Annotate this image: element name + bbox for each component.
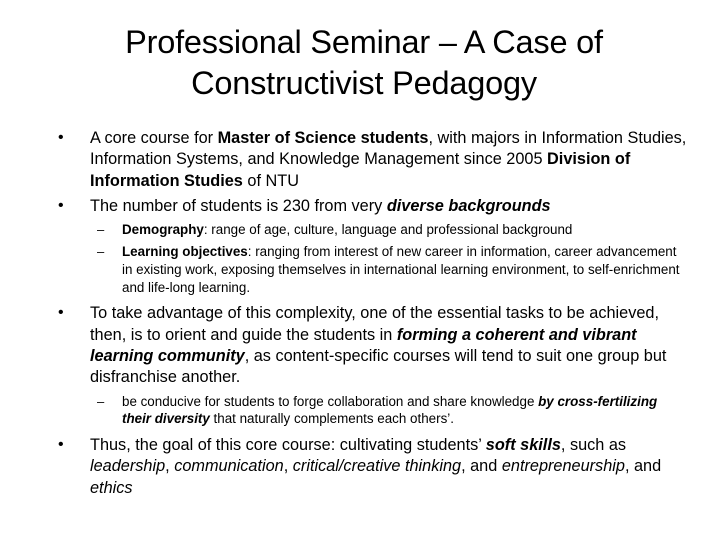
text-run: , and <box>624 457 662 476</box>
text-run-bold-italic: by cross-fertilizing their diversity <box>122 393 658 427</box>
text-run-bold-italic: forming a coherent and vibrant learning community <box>90 325 637 365</box>
text-run-italic: entrepreneurship <box>501 457 625 476</box>
sub-bullet-marker: – <box>97 243 105 259</box>
slide-title: Professional Seminar – A Case of Constructivist Pedagogy <box>125 24 603 101</box>
bullet-item <box>0 435 728 499</box>
bullet-marker: • <box>58 129 64 146</box>
bullet-item <box>0 196 728 217</box>
text-run-italic: communication <box>174 457 284 476</box>
sub-bullet-marker: – <box>97 222 105 238</box>
text-run-italic: critical/creative thinking <box>292 457 462 476</box>
text-run: , as content-specific courses will tend to suit one group but disfranchise another. <box>90 346 667 387</box>
text-run-bold-italic: diverse backgrounds <box>386 196 551 215</box>
text-run: : ranging from interest of new career in information, career advancement in existing work, exposing themselves in international learning environment, to self-enrichment and life-long learning. <box>122 243 680 295</box>
text-run: A core course for <box>90 129 218 147</box>
text-run-italic: leadership <box>90 457 166 476</box>
text-run: : range of age, culture, language and professional background <box>203 222 573 238</box>
bullet-item <box>0 303 728 388</box>
text-run: , <box>283 457 293 476</box>
bullet-list <box>0 128 728 499</box>
text-run-bold-italic: soft skills <box>485 436 561 455</box>
text-run: that naturally complements each others’. <box>209 411 454 427</box>
bullet-marker: • <box>58 304 64 322</box>
text-run-bold: Demography <box>122 222 204 238</box>
text-run: , and <box>461 457 502 476</box>
text-run: , <box>165 457 175 476</box>
bullet-marker: • <box>58 436 64 454</box>
text-run-bold: Master of Science students <box>217 129 429 147</box>
text-run-italic: ethics <box>90 478 133 497</box>
bullet-item <box>0 128 728 192</box>
text-run-bold: Division of Information Studies <box>90 150 631 190</box>
sub-bullet-item <box>0 243 728 296</box>
text-run: To take advantage of this complexity, one of the essential tasks to be achieved, then, is to orient and guide the students in <box>90 304 659 344</box>
bullet-marker: • <box>58 196 64 214</box>
sub-bullet-item <box>0 393 728 429</box>
text-run: , with majors in Information Studies, Information Systems, and Knowledge Management since 2005 <box>90 129 687 169</box>
text-run-bold: Learning objectives <box>122 243 248 259</box>
text-run: Thus, the goal of this core course: cultivating students’ <box>90 436 486 455</box>
text-run: , such as <box>560 436 627 455</box>
text-run: The number of students is 230 from very <box>90 196 387 215</box>
sub-bullet-item <box>0 221 728 239</box>
text-run: be conducive for students to forge collaboration and share knowledge <box>122 393 539 409</box>
text-run: of NTU <box>242 171 299 190</box>
sub-bullet-marker: – <box>97 393 105 409</box>
